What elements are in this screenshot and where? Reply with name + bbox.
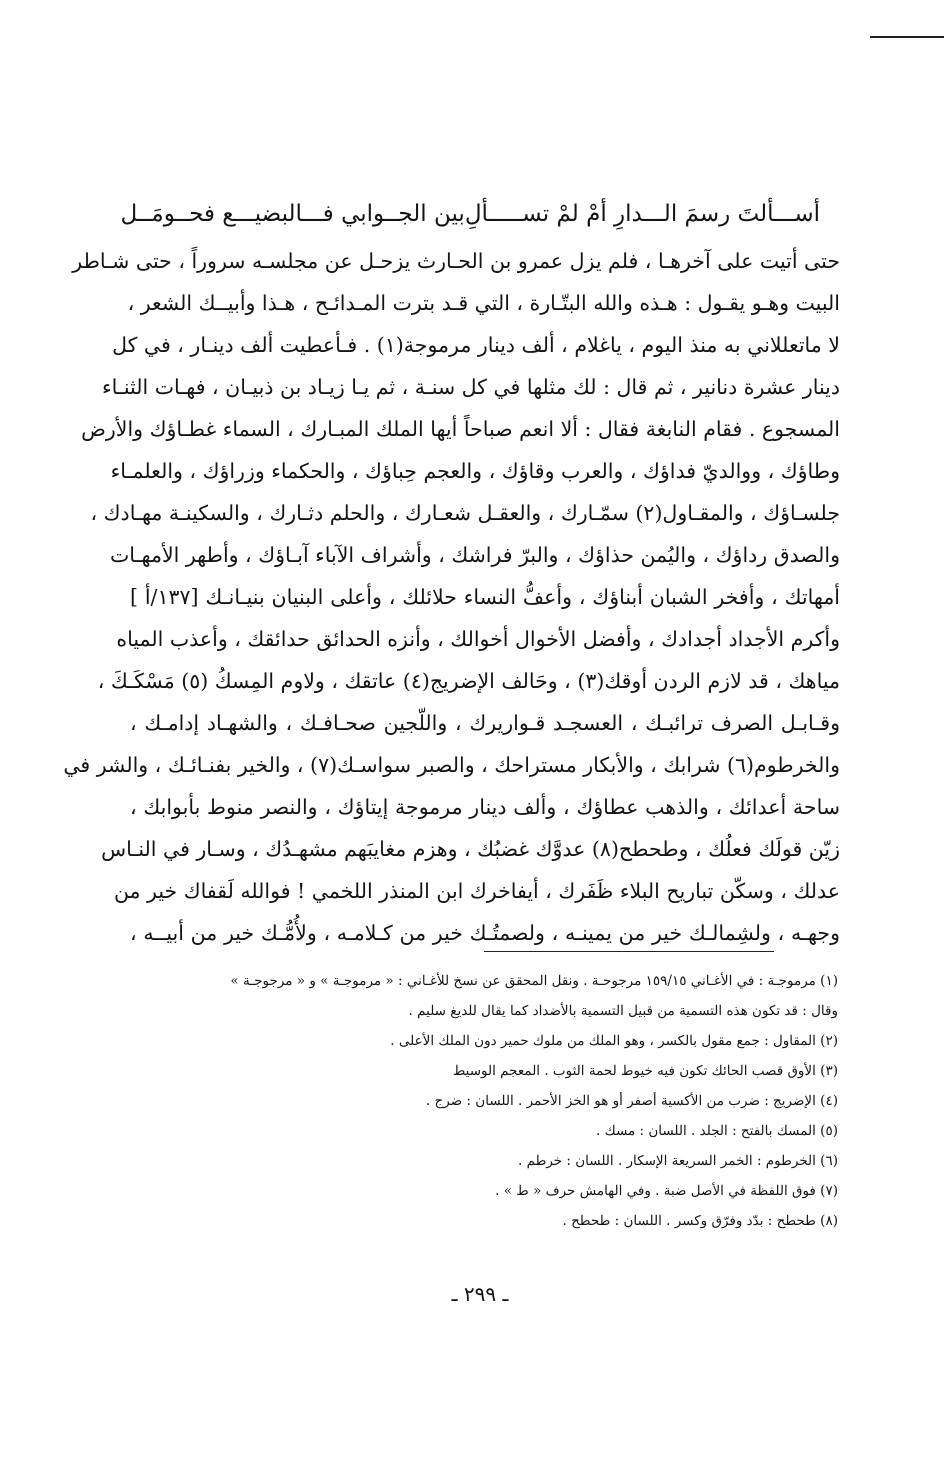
poem-verse	[120, 196, 820, 232]
body-line: المسجوع . فقام النابغة فقال : ألا انعم صباحاً أيها الملك المبـارك ، السماء غطـاؤك والأرض	[81, 417, 840, 441]
body-line: جلسـاؤك ، والمقـاول(٢) سمّـارك ، والعقـل شعـارك ، والحلم دثـارك ، والسكينـة مهـادك ،	[90, 501, 840, 525]
body-line: وطاؤك ، ووالديّ فداؤك ، والعرب وقاؤك ، والعجم حِباؤك ، والحكماء وزراؤك ، والعلمـاء	[110, 459, 840, 483]
body-line: ساحة أعدائك ، والذهب عطاؤك ، وألف دينار مرموجة إيتاؤك ، والنصر منوط بأبوابك ،	[130, 795, 840, 819]
body-line: البيت وهـو يقـول : هـذه والله البتّـارة ، التي قـد بترت المـدائـح ، هـذا وأبيــك الشعر ،	[127, 291, 840, 315]
footnote: (٨) طحطح : بدّد وفرّق وكسر . اللسان : طحطح .	[562, 1213, 838, 1229]
footnote: (١) مرموجـة : في الأغـاني ١٥٩/١٥ مرجوحـة . ونقل المحقق عن نسخ للأغـاني : « مرموجـة » و « مرجوجـة »	[230, 973, 838, 989]
verse-second-hemistich: بين الجــوابي فـــالبضيـــع فحــومَــل	[120, 201, 465, 227]
verse-first-hemistich: أســـألتَ رسمَ الـــدارِ أمْ لمْ تســـــألِ	[464, 201, 820, 227]
footnote: (٥) المسك بالفتح : الجلد . اللسان : مسك .	[596, 1123, 838, 1139]
body-line: والخرطوم(٦) شرابك ، والأبكار مستراحك ، والصبر سواسـك(٧) ، والخير بفنـائـك ، والشر في	[63, 753, 840, 777]
body-line: وأكرم الأجداد أجدادك ، وأفضل الأخوال أخوالك ، وأنزه الحدائق حدائقك ، وأعذب المياه	[116, 627, 840, 651]
page-number: ـ ٢٩٩ ـ	[451, 1282, 509, 1306]
body-line: لا ماتعللاني به منذ اليوم ، ياغلام ، ألف دينار مرموجة(١) . فـأعطيت ألف دينـار ، في كل	[112, 333, 840, 357]
body-line: والصدق رداؤك ، واليُمن حذاؤك ، والبرّ فراشك ، وأشراف الآباء آبـاؤك ، وأطهر الأمهـات	[109, 543, 840, 567]
header-rule	[870, 36, 944, 38]
body-text	[63, 240, 840, 954]
footnote: وقال : قد تكون هذه التسمية من قبيل التسمية بالأضداد كما يقال للديغ سليم .	[408, 1003, 838, 1019]
footnote: (٢) المقاول : جمع مقول بالكسر ، وهو الملك من ملوك حمير دون الملك الأعلى .	[390, 1033, 838, 1049]
footnote: (٤) الإضريج : ضرب من الأكسية أصفر أو هو الخز الأحمر . اللسان : ضرج .	[425, 1093, 838, 1109]
body-line: حتى أتيت على آخرهـا ، فلم يزل عمرو بن الحـارث يزحـل عن مجلسـه سروراً ، حتى شـاطر	[72, 249, 840, 273]
body-line: عدلك ، وسكّن تباريح البلاء ظَفَرك ، أيفاخرك ابن المنذر اللخمي ! فوالله لَقفاك خير من	[113, 879, 840, 903]
footnote: (٧) فوق اللفظة في الأصل ضبة . وفي الهامش حرف « ط » .	[495, 1183, 838, 1199]
footnote: (٦) الخرطوم : الخمر السريعة الإسكار . اللسان : خرطم .	[518, 1153, 838, 1169]
body-line: مياهك ، قد لازم الردن أوقك(٣) ، وحَالف الإضريج(٤) عاتقك ، ولاوم المِسكُ (٥) مَسْكَـكَ ،	[97, 669, 840, 693]
body-line: وجهـه ، ولشِمالـك خير من يمينـه ، ولصمتُـك خير من كـلامـه ، ولأُمُّـك خير من أبيــه ،	[130, 921, 840, 945]
footnotes	[190, 966, 838, 1236]
body-line: دينار عشرة دنانير ، ثم قال : لك مثلها في كل سنـة ، ثم يـا زيـاد بن ذبيـان ، فهـات الثنـاء	[101, 375, 840, 399]
body-line: أمهاتك ، وأفخر الشبان أبناؤك ، وأعفُّ النساء حلائلك ، وأعلى البنيان بنيـانـك [١٣٧/أ ]	[130, 585, 840, 609]
footnote-divider	[484, 951, 774, 952]
body-line: زيّن قولَك فعلُك ، وطحطح(٨) عدوَّك غضبُك ، وهزم مغايبَهم مشهـدُك ، وسـار في النـاس	[101, 837, 840, 861]
footnote: (٣) الأوق قصب الحائك تكون فيه خيوط لحمة الثوب . المعجم الوسيط	[452, 1063, 838, 1079]
body-line: وقـابـل الصرف ترائبـك ، العسجـد قـواريرك ، واللّجين صحـافـك ، والشهـاد إدامـك ،	[130, 711, 840, 735]
